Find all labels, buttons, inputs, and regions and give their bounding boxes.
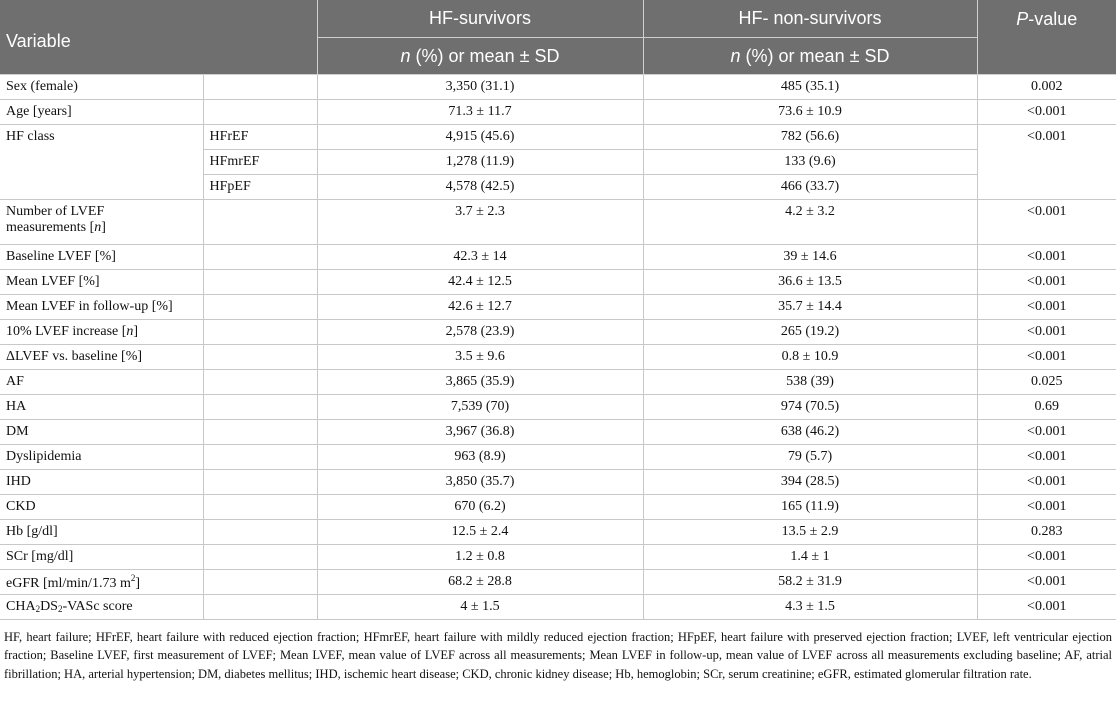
survivors-value: 670 (6.2)	[317, 495, 643, 520]
p-value: 0.69	[977, 395, 1116, 420]
table-row	[0, 100, 1116, 125]
survivors-value: 3.7 ± 2.3	[317, 200, 643, 245]
row-label	[0, 320, 203, 345]
row-label: Hb [g/dl]	[0, 520, 203, 545]
subheader-n: n	[730, 45, 741, 66]
row-label: CKD	[0, 495, 203, 520]
row-label-part: 10% LVEF increase [	[6, 324, 127, 339]
survivors-value: 963 (8.9)	[317, 445, 643, 470]
row-label-part: ]	[133, 324, 139, 339]
subrow-label: HFpEF	[203, 175, 317, 200]
p-value: <0.001	[977, 125, 1116, 200]
row-label: ΔLVEF vs. baseline [%]	[0, 345, 203, 370]
p-value: <0.001	[977, 595, 1116, 620]
header-variable: Variable	[0, 0, 317, 75]
row-label: Mean LVEF in follow-up [%]	[0, 295, 203, 320]
p-value: <0.001	[977, 470, 1116, 495]
row-label-n: n	[126, 324, 134, 339]
survivors-value: 4 ± 1.5	[317, 595, 643, 620]
nonsurvivors-value: 4.3 ± 1.5	[643, 595, 977, 620]
survivors-value: 2,578 (23.9)	[317, 320, 643, 345]
nonsurvivors-value: 13.5 ± 2.9	[643, 520, 977, 545]
row-label-part: DS	[40, 599, 58, 614]
survivors-value: 68.2 ± 28.8	[317, 570, 643, 595]
row-label: HA	[0, 395, 203, 420]
table-header	[0, 0, 1116, 75]
nonsurvivors-value: 485 (35.1)	[643, 75, 977, 100]
nonsurvivors-value: 36.6 ± 13.5	[643, 270, 977, 295]
table-row	[0, 570, 1116, 595]
nonsurvivors-value: 638 (46.2)	[643, 420, 977, 445]
subheader-rest: (%) or mean ± SD	[740, 45, 890, 66]
row-label-part: ]	[135, 575, 141, 591]
p-value: <0.001	[977, 445, 1116, 470]
nonsurvivors-value: 974 (70.5)	[643, 395, 977, 420]
subheader-survivors	[317, 38, 643, 75]
row-label: HF class	[0, 125, 203, 200]
survivors-value: 42.6 ± 12.7	[317, 295, 643, 320]
table-row	[0, 370, 1116, 395]
table-row	[0, 470, 1116, 495]
row-label-part: measurements [	[6, 220, 95, 235]
table-row	[0, 320, 1116, 345]
p-value: <0.001	[977, 295, 1116, 320]
survivors-value: 4,915 (45.6)	[317, 125, 643, 150]
row-label	[0, 200, 203, 245]
survivors-value: 71.3 ± 11.7	[317, 100, 643, 125]
subheader-nonsurvivors	[643, 38, 977, 75]
nonsurvivors-value: 466 (33.7)	[643, 175, 977, 200]
table-row	[0, 345, 1116, 370]
p-value: <0.001	[977, 320, 1116, 345]
nonsurvivors-value: 782 (56.6)	[643, 125, 977, 150]
p-value: <0.001	[977, 100, 1116, 125]
row-label-part: ]	[101, 220, 106, 235]
p-value: <0.001	[977, 570, 1116, 595]
nonsurvivors-value: 58.2 ± 31.9	[643, 570, 977, 595]
nonsurvivors-value: 79 (5.7)	[643, 445, 977, 470]
row-label-sup: 2	[130, 572, 136, 583]
survivors-value: 1,278 (11.9)	[317, 150, 643, 175]
survivors-value: 3,850 (35.7)	[317, 470, 643, 495]
table-row	[0, 245, 1116, 270]
p-value: <0.001	[977, 270, 1116, 295]
table-row	[0, 520, 1116, 545]
table-row	[0, 545, 1116, 570]
p-value: <0.001	[977, 420, 1116, 445]
subheader-rest: (%) or mean ± SD	[410, 45, 560, 66]
survivors-value: 3,967 (36.8)	[317, 420, 643, 445]
row-label	[0, 570, 203, 595]
row-label: IHD	[0, 470, 203, 495]
row-label: DM	[0, 420, 203, 445]
row-label: Baseline LVEF [%]	[0, 245, 203, 270]
table-body	[0, 75, 1116, 620]
header-pvalue	[977, 0, 1116, 75]
p-value: 0.002	[977, 75, 1116, 100]
row-label: Dyslipidemia	[0, 445, 203, 470]
p-value: <0.001	[977, 545, 1116, 570]
header-nonsurvivors: HF- non-survivors	[643, 0, 977, 38]
row-label-part: eGFR [ml/min/1.73 m	[6, 575, 131, 591]
p-value: <0.001	[977, 495, 1116, 520]
nonsurvivors-value: 1.4 ± 1	[643, 545, 977, 570]
row-label: Mean LVEF [%]	[0, 270, 203, 295]
nonsurvivors-value: 0.8 ± 10.9	[643, 345, 977, 370]
survivors-value: 3,865 (35.9)	[317, 370, 643, 395]
nonsurvivors-value: 133 (9.6)	[643, 150, 977, 175]
p-value: <0.001	[977, 200, 1116, 245]
nonsurvivors-value: 4.2 ± 3.2	[643, 200, 977, 245]
survivors-value: 3,350 (31.1)	[317, 75, 643, 100]
table-row	[0, 595, 1116, 620]
subrow-label: HFrEF	[203, 125, 317, 150]
nonsurvivors-value: 538 (39)	[643, 370, 977, 395]
table-row	[0, 75, 1116, 100]
table-row	[0, 270, 1116, 295]
survivors-value: 4,578 (42.5)	[317, 175, 643, 200]
subheader-n: n	[400, 45, 411, 66]
header-pvalue-p: P	[1016, 9, 1029, 29]
nonsurvivors-value: 35.7 ± 14.4	[643, 295, 977, 320]
row-label-part: Number of LVEF	[6, 204, 105, 219]
header-survivors: HF-survivors	[317, 0, 643, 38]
survivors-value: 7,539 (70)	[317, 395, 643, 420]
row-label: AF	[0, 370, 203, 395]
survivors-value: 42.4 ± 12.5	[317, 270, 643, 295]
row-label: Age [years]	[0, 100, 203, 125]
survivors-value: 3.5 ± 9.6	[317, 345, 643, 370]
table-row	[0, 495, 1116, 520]
table-row	[0, 125, 1116, 150]
row-label: Sex (female)	[0, 75, 203, 100]
row-label: SCr [mg/dl]	[0, 545, 203, 570]
header-pvalue-rest: -value	[1028, 9, 1078, 29]
survivors-value: 1.2 ± 0.8	[317, 545, 643, 570]
row-label-sub: 2	[57, 604, 63, 614]
nonsurvivors-value: 39 ± 14.6	[643, 245, 977, 270]
row-label-part: CHA	[6, 599, 36, 614]
p-value: 0.283	[977, 520, 1116, 545]
row-label-n: n	[94, 220, 102, 235]
row-label-sub: 2	[35, 604, 41, 614]
nonsurvivors-value: 265 (19.2)	[643, 320, 977, 345]
survivors-value: 12.5 ± 2.4	[317, 520, 643, 545]
nonsurvivors-value: 394 (28.5)	[643, 470, 977, 495]
p-value: 0.025	[977, 370, 1116, 395]
row-label-part: -VASc score	[62, 599, 133, 614]
table-row	[0, 395, 1116, 420]
p-value: <0.001	[977, 345, 1116, 370]
p-value: <0.001	[977, 245, 1116, 270]
table-footnote: HF, heart failure; HFrEF, heart failure with reduced ejection fraction; HFmrEF, heart failure with mildly reduced ejection fraction; HFpEF, heart failure with preserved ejection fraction; LVEF, left ventricular ejection fraction; Baseline LVEF, first measurement of LVEF; Mean LVEF, mean value of LVEF across all measurements; Mean LVEF in follow-up, mean value of LVEF across all measurements excluding baseline; AF, atrial fibrillation; HA, arterial hypertension; DM, diabetes mellitus; IHD, ischemic heart disease; CKD, chronic kidney disease; Hb, hemoglobin; SCr, serum creatinine; eGFR, estimated glomerular filtration rate.	[4, 630, 1112, 681]
table-row	[0, 445, 1116, 470]
row-label	[0, 595, 203, 620]
subrow-label: HFmrEF	[203, 150, 317, 175]
table-row	[0, 295, 1116, 320]
table-row	[0, 420, 1116, 445]
nonsurvivors-value: 73.6 ± 10.9	[643, 100, 977, 125]
table-row	[0, 200, 1116, 245]
nonsurvivors-value: 165 (11.9)	[643, 495, 977, 520]
survivors-value: 42.3 ± 14	[317, 245, 643, 270]
